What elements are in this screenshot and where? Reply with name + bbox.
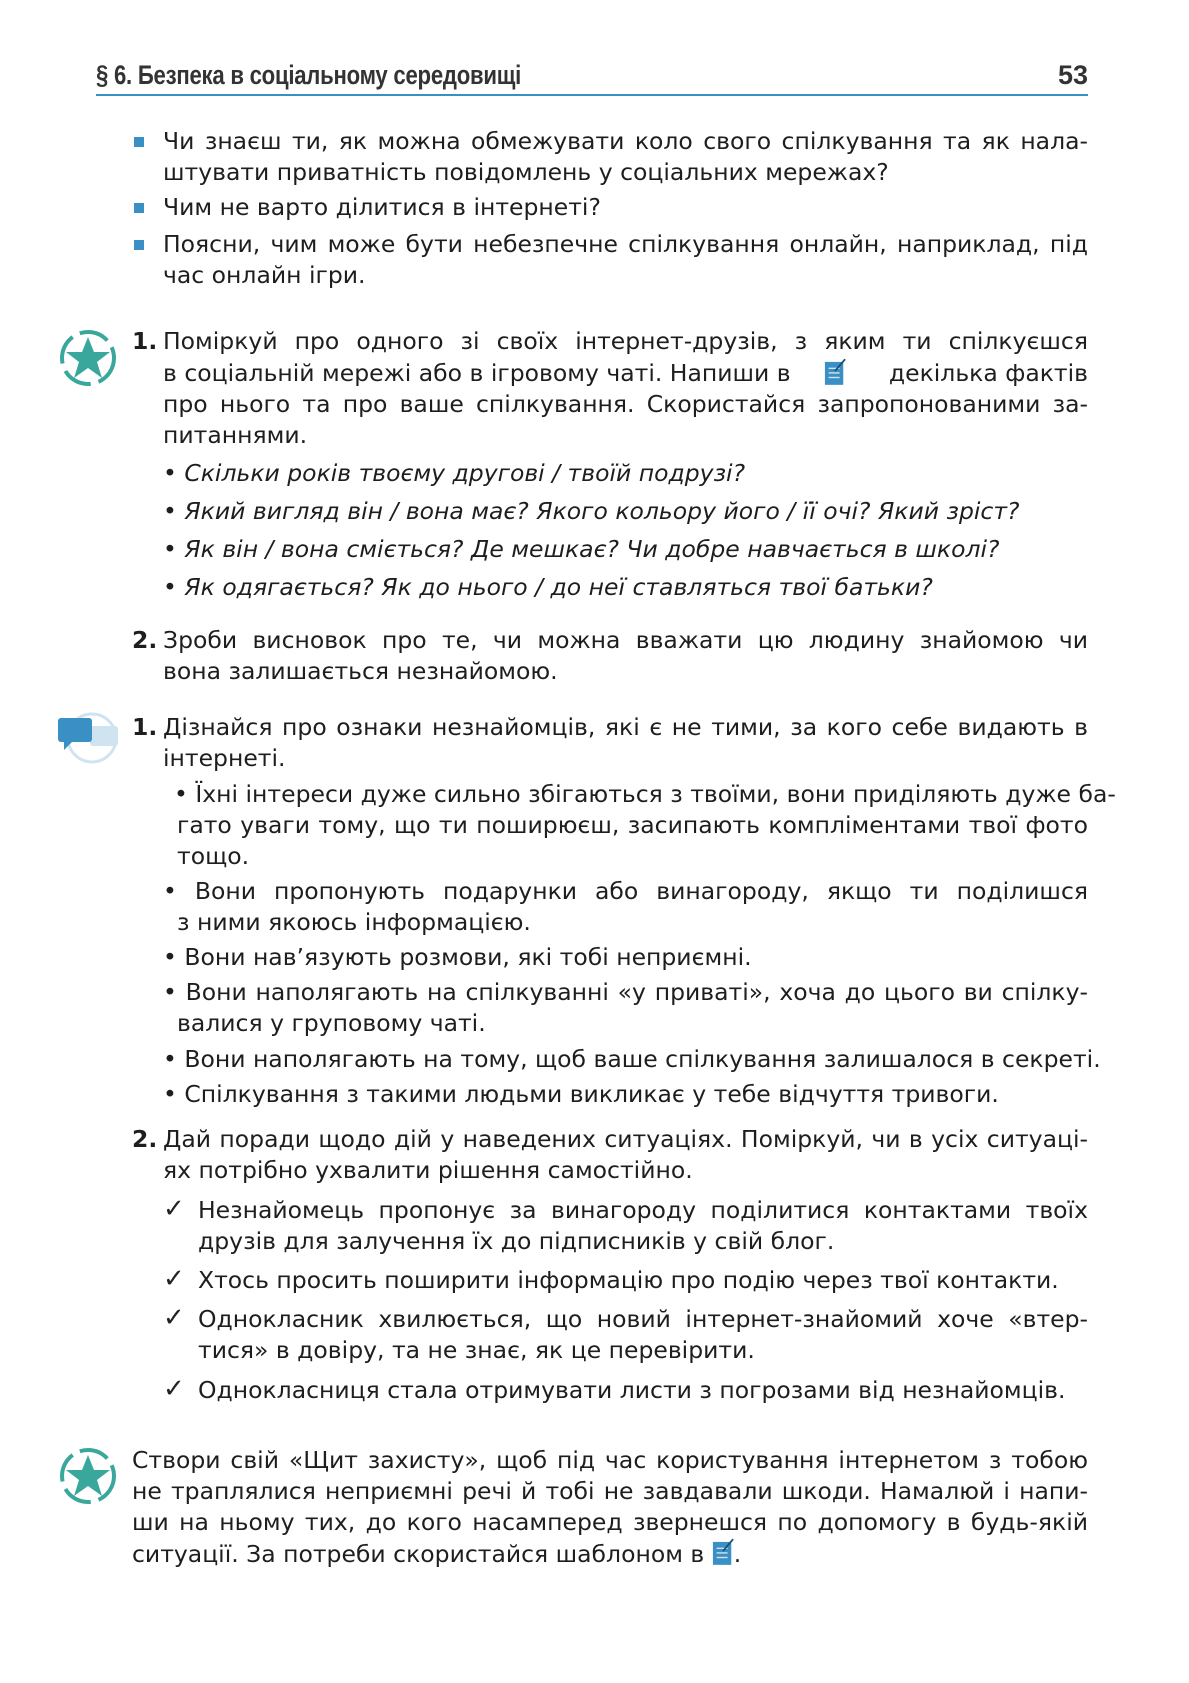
task1-line-2 <box>163 358 1088 389</box>
task1-line-4: питаннями. <box>163 421 308 449</box>
sign-5: • Вони наполягають на тому, щоб ваше спілкування залишалося в секреті. <box>163 1045 1101 1073</box>
check-mark-icon: ✓ <box>163 1194 185 1224</box>
page-number: 53 <box>1057 60 1088 90</box>
prompt-4: • Як одягається? Як до нього / до неї ставляться твої батьки? <box>163 573 933 601</box>
notebook-icon <box>712 1538 734 1566</box>
bullet-square-icon <box>134 240 144 250</box>
question-3-line-1: Поясни, чим може бути небезпечне спілкування онлайн, наприклад, під <box>163 230 1088 258</box>
task1-line-1: Поміркуй про одного зі своїх інтернет-друзів, з яким ти спілкуєшся <box>163 327 1088 355</box>
question-3-line-2: час онлайн ігри. <box>163 261 366 289</box>
situation-3-line-1: Однокласник хвилюється, що новий інтернет-знайомий хоче «втер- <box>198 1305 1088 1333</box>
page-header <box>96 58 1088 96</box>
section-title: § 6. Безпека в соціальному середовищі <box>96 60 522 90</box>
chat-bubbles-icon <box>56 710 122 766</box>
sign-1-line-3: тощо. <box>177 842 250 870</box>
sign-2-line-1: • Вони пропонують подарунки або винагороду, якщо ти поділишся <box>163 877 1088 905</box>
question-2: Чим не варто ділитися в інтернеті? <box>163 193 601 221</box>
task3-line-3: ши на ньому тих, до кого насамперед звернешся по допомогу в будь-якій <box>132 1508 1088 1536</box>
prompt-3: • Як він / вона сміється? Де мешкає? Чи добре навчається в школі? <box>163 535 1000 563</box>
sign-1-line-2: гато уваги тому, що ти поширюєш, засипають компліментами твої фото <box>177 811 1088 839</box>
sign-4-line-1: • Вони наполягають на спілкуванні «у приваті», хоча до цього ви спілку- <box>163 978 1088 1006</box>
bullet-square-icon <box>134 203 144 213</box>
sign-4-line-2: валися у груповому чаті. <box>177 1009 486 1037</box>
task3-line-4-text: ситуації. За потреби скористайся шаблоном в <box>132 1540 705 1568</box>
task-number: 1. <box>132 713 158 741</box>
bullet-square-icon <box>134 137 144 147</box>
task1-line-2-start: в соціальній мережі або в ігровому чаті. Напиши в <box>163 359 791 387</box>
task-number: 2. <box>132 1125 158 1153</box>
task2-line-4: ях потрібно ухвалити рішення самостійно. <box>163 1156 693 1184</box>
check-mark-icon: ✓ <box>163 1374 185 1404</box>
task2-line-3: Дай поради щодо дій у наведених ситуаціях. Поміркуй, чи в усіх ситуаці- <box>163 1125 1088 1153</box>
sign-2-line-2: з ними якоюсь інформацією. <box>177 908 531 936</box>
check-mark-icon: ✓ <box>163 1303 185 1333</box>
prompt-2: • Який вигляд він / вона має? Якого кольору його / її очі? Який зріст? <box>163 497 1020 525</box>
task1-line-6: вона залишається незнайомою. <box>163 657 558 685</box>
situation-1-line-2: друзів для залучення їх до підписників у свій блог. <box>198 1227 835 1255</box>
question-1-line-1: Чи знаєш ти, як можна обмежувати коло свого спілкування та як нала- <box>163 127 1088 155</box>
situation-1-line-1: Незнайомець пропонує за винагороду поділитися контактами твоїх <box>198 1196 1088 1224</box>
notebook-icon-wrap <box>824 358 856 389</box>
task2-line-1: Дізнайся про ознаки незнайомців, які є не тими, за кого себе видають в <box>163 713 1088 741</box>
task2-line-2: інтернеті. <box>163 744 286 772</box>
situation-3-line-2: тися» в довіру, та не знає, як це перевірити. <box>198 1336 755 1364</box>
task3-line-4-end: . <box>733 1540 742 1568</box>
task-number: 1. <box>132 327 158 355</box>
task1-line-3: про нього та про ваше спілкування. Скористайся запропонованими за- <box>163 390 1088 418</box>
task-number: 2. <box>132 626 158 654</box>
question-1-line-2: штувати приватність повідомлень у соціальних мережах? <box>163 158 889 186</box>
star-task-icon <box>58 328 118 388</box>
star-task-icon <box>58 1446 118 1506</box>
task1-line-2-end: декілька фактів <box>888 359 1088 387</box>
check-mark-icon: ✓ <box>163 1264 185 1294</box>
sign-1-line-1: • Їхні інтереси дуже сильно збігаються з твоїми, вони приділяють дуже ба- <box>174 780 1116 808</box>
task1-line-5: Зроби висновок про те, чи можна вважати цю людину знайомою чи <box>163 626 1088 654</box>
sign-3: • Вони нав’язують розмови, які тобі неприємні. <box>163 943 752 971</box>
prompt-1: • Скільки років твоєму другові / твоїй подрузі? <box>163 459 746 487</box>
situation-2: Хтось просить поширити інформацію про подію через твої контакти. <box>198 1266 1059 1294</box>
task3-line-4 <box>132 1538 741 1569</box>
sign-6: • Спілкування з такими людьми викликає у тебе відчуття тривоги. <box>163 1080 999 1108</box>
task3-line-2: не траплялися неприємні речі й тобі не завдавали шкоди. Намалюй і напи- <box>132 1477 1088 1505</box>
situation-4: Однокласниця стала отримувати листи з погрозами від незнайомців. <box>198 1376 1066 1404</box>
task3-line-1: Створи свій «Щит захисту», щоб під час користування інтернетом з тобою <box>132 1446 1088 1474</box>
notebook-icon <box>824 358 846 386</box>
